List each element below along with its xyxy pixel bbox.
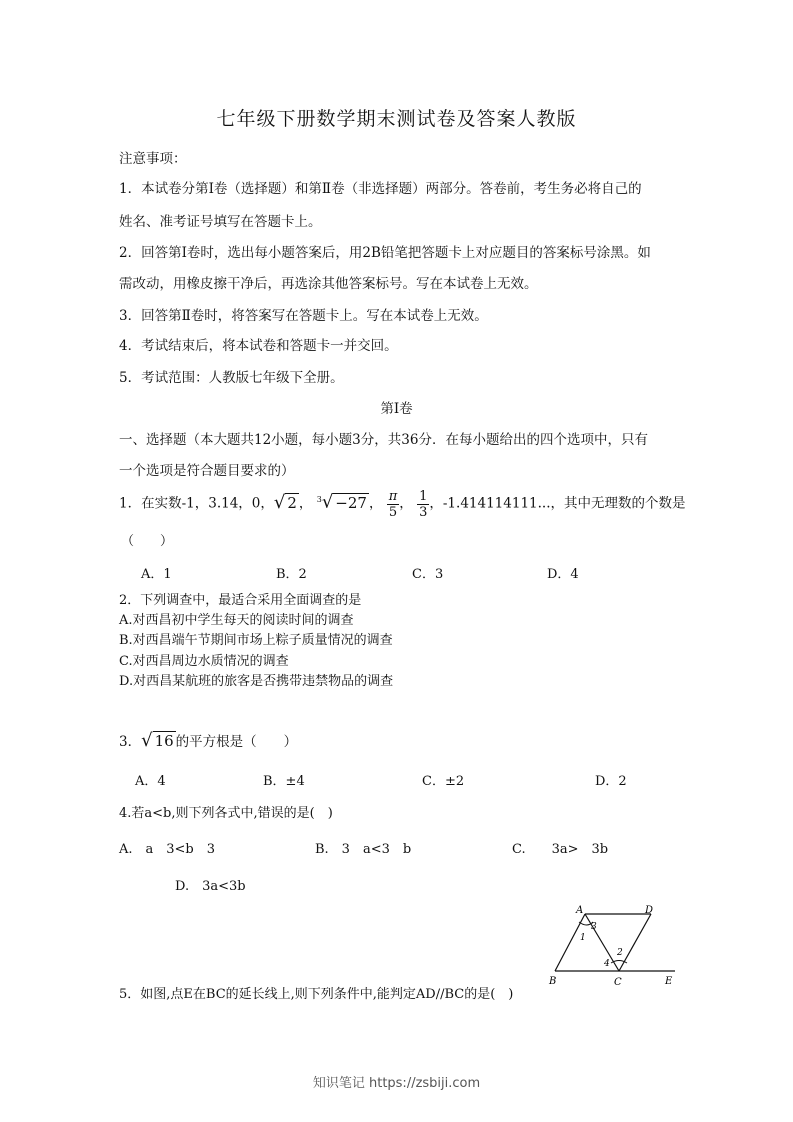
fraction-1-3: $\frac{1}{3}$ bbox=[419, 488, 428, 520]
cbrt-minus-27: $^3$√ −27 bbox=[316, 491, 367, 513]
q1-tail: ，-1.414114111...，其中无理数的个数是 bbox=[429, 495, 686, 512]
page-title: 七年级下册数学期末测试卷及答案人教版 bbox=[216, 108, 577, 130]
sqrt-2: √ 2 bbox=[273, 491, 297, 513]
line-dc bbox=[619, 914, 651, 971]
notice-item: 4．考试结束后，将本试卷和答题卡一并交回。 bbox=[119, 338, 398, 354]
option-d: D.对西昌某航班的旅客是否携带违禁物品的调查 bbox=[119, 674, 394, 689]
option-a: A. a 3<b 3 bbox=[119, 842, 216, 857]
label-angle-1: 1 bbox=[580, 933, 586, 943]
option-a: A．1 bbox=[141, 567, 172, 582]
option-b: B．±4 bbox=[263, 774, 305, 789]
question-3: 3．√ 16 的平方根是（ ） bbox=[119, 730, 298, 751]
question-2: 2．下列调查中，最适合采用全面调查的是 bbox=[119, 593, 362, 608]
option-a: A.对西昌初中学生每天的阅读时间的调查 bbox=[119, 613, 354, 628]
option-d: D. 3a<3b bbox=[175, 879, 246, 894]
label-a: A bbox=[576, 905, 584, 916]
notice-heading: 注意事项： bbox=[119, 151, 187, 167]
notice-item: 1．本试卷分第Ⅰ卷（选择题）和第Ⅱ卷（非选择题）两部分。答卷前，考生务必将自己的 bbox=[119, 181, 642, 197]
label-d: D bbox=[645, 905, 654, 916]
option-b: B．2 bbox=[276, 567, 307, 582]
option-d: D．4 bbox=[547, 567, 579, 582]
notice-item: 需改动，用橡皮擦干净后，再选涂其他答案标号。写在本试卷上无效。 bbox=[119, 276, 538, 292]
notice-item: 2．回答第Ⅰ卷时，选出每小题答案后，用2B铅笔把答题卡上对应题目的答案标号涂黑。如 bbox=[119, 245, 651, 261]
q1-prefix: 1．在实数-1，3.14，0， bbox=[119, 495, 274, 512]
notice-item: 3．回答第Ⅱ卷时，将答案写在答题卡上。写在本试卷上无效。 bbox=[119, 308, 488, 324]
section-heading: 一、选择题（本大题共12小题，每小题3分，共36分．在每小题给出的四个选项中，只有 bbox=[119, 432, 648, 448]
label-b: B bbox=[549, 976, 557, 987]
sqrt-16: √ 16 bbox=[141, 730, 174, 751]
option-a: A．4 bbox=[135, 774, 166, 789]
option-c: C.对西昌周边水质情况的调查 bbox=[119, 654, 289, 669]
label-angle-3: 3 bbox=[591, 922, 597, 932]
parallelogram-figure bbox=[545, 900, 685, 992]
section-heading-cont: 一个选项是符合题目要求的） bbox=[119, 463, 295, 479]
option-c: C．3 bbox=[412, 567, 444, 582]
notice-item: 5．考试范围：人教版七年级下全册。 bbox=[119, 370, 344, 386]
answer-paren: （ ） bbox=[121, 534, 174, 549]
fraction-pi-5: $\frac{\pi}{5}$ bbox=[388, 488, 398, 520]
label-c: C bbox=[614, 977, 622, 988]
question-4: 4.若a<b,则下列各式中,错误的是( ) bbox=[119, 806, 333, 821]
part-title: 第Ⅰ卷 bbox=[380, 401, 413, 417]
option-d: D．2 bbox=[595, 774, 627, 789]
label-e: E bbox=[665, 976, 673, 987]
option-b: B. 3 a<3 b bbox=[315, 842, 412, 857]
option-c: C. 3a> 3b bbox=[512, 842, 609, 857]
question-1: 1．在实数-1，3.14，0，√ 2 ， $^3$√ −27 ， $\frac{\pi}{5}$ ， $\frac{1}{3}$ ，-1.414114111...，其中无理数的个数是 bbox=[119, 485, 686, 520]
label-angle-2: 2 bbox=[617, 948, 623, 958]
option-c: C．±2 bbox=[422, 774, 465, 789]
label-angle-4: 4 bbox=[604, 959, 610, 969]
notice-item: 姓名、准考证号填写在答题卡上。 bbox=[119, 214, 322, 230]
question-5: 5．如图,点E在BC的延长线上,则下列条件中,能判定AD//BC的是( ) bbox=[119, 987, 514, 1002]
footer-watermark: 知识笔记 https://zsbiji.com bbox=[312, 1076, 481, 1091]
option-b: B.对西昌端午节期间市场上粽子质量情况的调查 bbox=[119, 633, 393, 648]
